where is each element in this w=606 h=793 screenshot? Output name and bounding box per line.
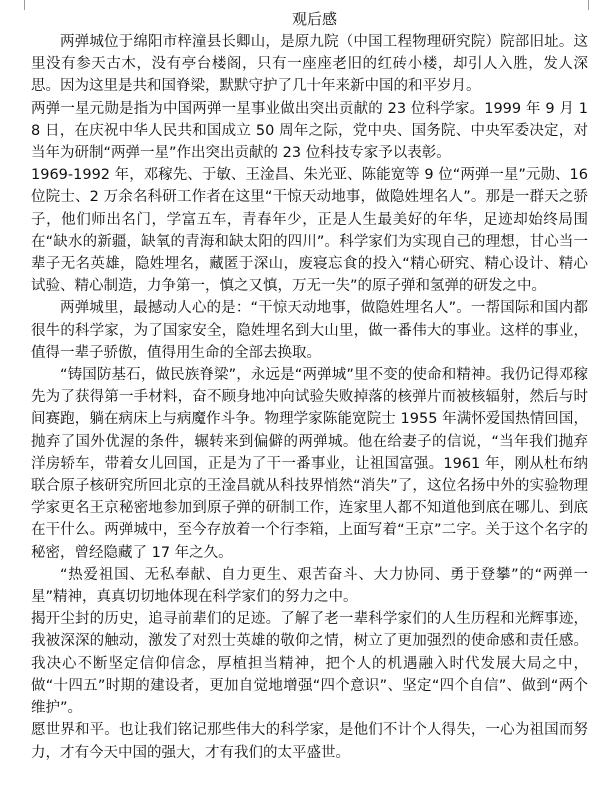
paragraph-2: 两弹一星元勋是指为中国两弹一星事业做出突出贡献的 23 位科学家。1999 年 9 月 18 日，在庆祝中华人民共和国成立 50 周年之际，党中央、国务院、中央军委决定，对当年为研制“两弹一星”作出突出贡献的 23 位科技专家予以表彰。 <box>31 100 588 162</box>
paragraph-5: “铸国防基石，做民族脊梁”，永远是“两弹城”里不变的使命和精神。我仍记得邓稼先为了获得第一手材料，奋不顾身地冲向试验失败掉落的核弹片而被核辐射，然后与时间赛跑，躺在病床上与病魔作斗争。物理学家陈能宽院士 1955 年满怀爱国热情回国，抛弃了国外优渥的条件，辗转来到偏僻的两弹城。他在给妻子的信说，“当年我们抛弃洋房轿车，带着女儿回国，正是为了干一番事业，让祖国富强。1961 年，刚从杜布纳联合原子核研究所回北京的王淦昌就从科技界悄然“消失”了，这位名扬中外的实验物理学家更名王京秘密地参加到原子弹的研制工作，连家里人都不知道他到底在哪儿、到底在干什么。两弹城中，至今存放着一个行李箱，上面写着“王京”二字。关于这个名字的秘密，曾经隐藏了 17 年之久。 <box>31 367 588 561</box>
margin-corner-mark-left <box>24 0 25 10</box>
paragraph-3: 1969-1992 年，邓稼先、于敏、王淦昌、朱光亚、陈能宽等 9 位“两弹一星”元勋、16 位院士、2 万余名科研工作者在这里“干惊天动地事，做隐姓埋名人”。那是一群天之骄子，他们师出名门，学富五车，青春年少，正是人生最美好的年华，足迹却始终局围在“缺水的新疆，缺氧的青海和缺太阳的四川”。科学家们为实现自己的理想，甘心当一辈子无名英雄，隐姓埋名，藏匿于深山，废寝忘食的投入“精心研究、精心设计、精心试验、精心制造，力争第一，慎之又慎，万无一失”的原子弹和氢弹的研发之中。 <box>31 167 588 295</box>
paragraph-8: 愿世界和平。也让我们铭记那些伟大的科学家，是他们不计个人得失，一心为祖国而努力，才有今天中国的强大，才有我们的太平盛世。 <box>31 722 588 761</box>
margin-corner-mark-right <box>588 0 589 10</box>
document-title: 观后感 <box>291 10 337 28</box>
paragraph-1: 两弹城位于绵阳市梓潼县长卿山，是原九院（中国工程物理研究院）院部旧址。这里没有参天古木，没有亭台楼阁，只有一座座老旧的红砖小楼，却引人入胜，发人深思。因为这里是共和国脊梁，默默守护了几十年来新中国的和平岁月。 <box>31 34 588 95</box>
paragraph-4: 两弹城里，最撼动人心的是：“干惊天动地事，做隐姓埋名人”。一帮国际和国内都很牛的科学家，为了国家安全，隐姓埋名到大山里，做一番伟大的事业。这样的事业，值得一辈子骄傲，值得用生命的全部去换取。 <box>31 300 588 361</box>
paragraph-7: 揭开尘封的历史，追寻前辈们的足迹。了解了老一辈科学家们的人生历程和光辉事迹，我被深深的触动，激发了对烈士英雄的敬仰之情，树立了更加强烈的使命感和责任感。我决心不断坚定信仰信念，厚植担当精神，把个人的机遇融入时代发展大局之中，做“十四五”时期的建设者，更加自觉地增强“四个意识”、坚定“四个自信”、做到“两个维护”。 <box>31 611 588 717</box>
paragraph-6: “热爱祖国、无私奉献、自力更生、艰苦奋斗、大力协同、勇于登攀”的“两弹一星”精神，真真切切地体现在科学家们的努力之中。 <box>31 566 588 606</box>
